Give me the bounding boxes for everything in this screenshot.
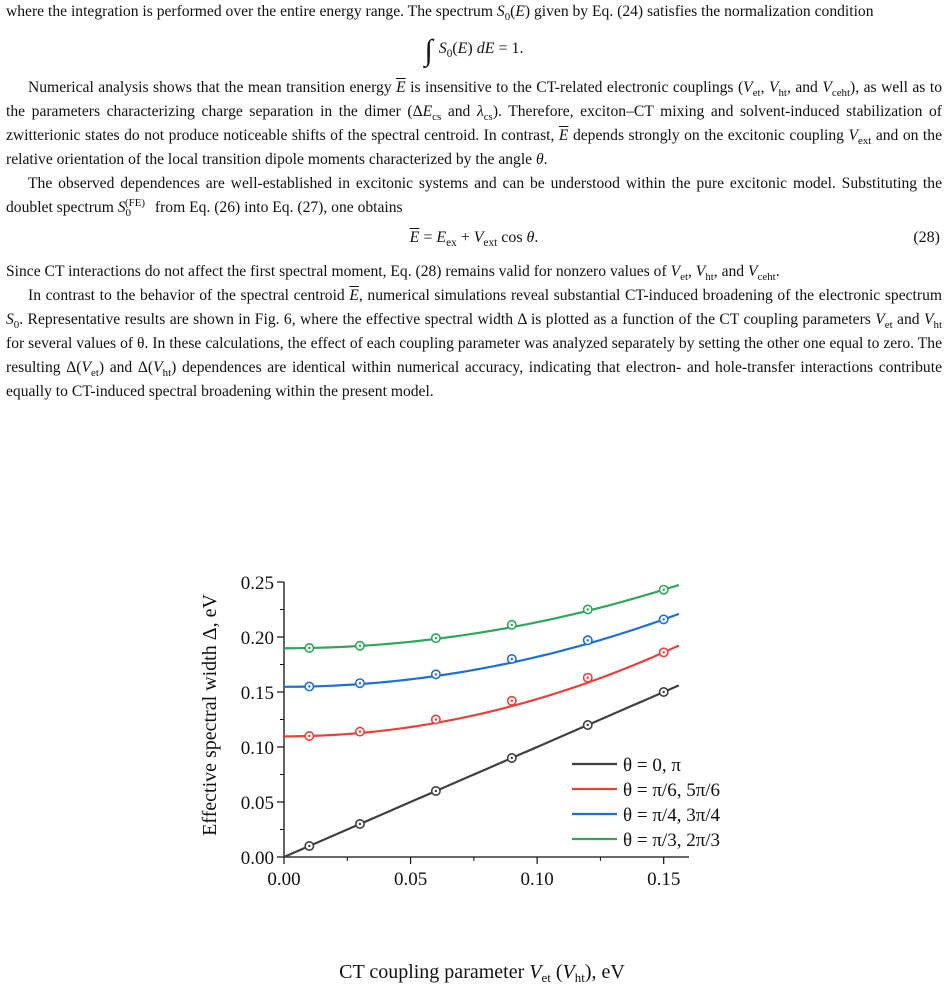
data-point [305,682,313,690]
x-tick-label: 0.15 [647,869,681,890]
y-tick-label: 0.10 [240,738,274,759]
data-point-dot [662,589,664,591]
legend-label: θ = π/3, 2π/3 [623,830,721,851]
data-point-dot [662,691,664,693]
data-point-dot [308,845,310,847]
data-point [659,586,667,594]
data-point [508,754,516,762]
data-point-dot [587,724,589,726]
series-line [284,585,679,648]
data-point-dot [662,651,664,653]
data-point-dot [435,790,437,792]
data-point-dot [359,645,361,647]
data-point-dot [435,718,437,720]
data-point [584,674,592,682]
y-tick-label: 0.05 [240,793,274,814]
data-point [659,688,667,696]
legend-label: θ = π/6, 5π/6 [623,780,721,801]
data-point [584,636,592,644]
data-point [432,715,440,723]
series-line [284,685,679,857]
data-point-dot [308,685,310,687]
y-tick-label: 0.20 [240,628,274,649]
x-tick-label: 0.05 [393,869,428,890]
data-point-dot [587,608,589,610]
x-axis-label: CT coupling parameter $V_{et}$ $(V_{ht})$, eV [339,961,625,985]
paragraph-broadening: In contrast to the behavior of the spectral centroid $\overline{E}$, numerical simulations reveal substantial CT-induced broadening of the electronic spectrum $S_0$. Representative results are shown in Fig. 6, where the effective spectral width Δ is plotted as a function of the CT coupling parameters $V_{et}$ and $V_{ht}$ for several values of θ. In these calculations, the effect of each coupling parameter was analyzed separately by setting the other one equal to zero. The resulting $\Delta(V_{et})$ and $\Delta(V_{ht})$ dependences are identical within numerical accuracy, indicating that electron- and hole-transfer interactions contribute equally to CT-induced spectral broadening within the present model. [6,287,942,400]
series-line [284,614,679,687]
data-point [508,621,516,629]
y-axis-label: Effective spectral width Δ, eV [199,594,221,836]
data-point-dot [662,618,664,620]
data-point [356,727,364,735]
data-point [584,605,592,613]
data-point-dot [511,658,513,660]
data-point [508,655,516,663]
data-point [432,634,440,642]
data-point [356,679,364,687]
data-point [356,820,364,828]
data-point-dot [308,647,310,649]
paragraph-integration: where the integration is performed over the entire energy range. The spectrum $S_0(E)$ given by Eq. (24) satisfies the normalization condition [6,3,874,24]
y-tick-label: 0.15 [240,683,274,704]
x-tick-label: 0.00 [267,869,301,890]
data-point [305,842,313,850]
data-point-dot [587,639,589,641]
y-tick-label: 0.00 [240,848,274,869]
data-point-dot [308,735,310,737]
data-point [659,615,667,623]
data-point-dot [359,730,361,732]
paragraph-first-moment: Since CT interactions do not affect the first spectral moment, Eq. (28) remains valid for nonzero values of $V_{et}$, $V_{ht}$, and $V_{ceht}$. [6,263,780,284]
data-point [508,697,516,705]
data-point [305,644,313,652]
equation-number: (28) [913,229,940,246]
paper-page [6,0,942,404]
data-point-dot [511,624,513,626]
data-point-dot [359,682,361,684]
data-point [659,648,667,656]
y-tick-label: 0.25 [240,573,274,594]
data-point [584,721,592,729]
series-line [284,646,679,737]
chart-axes [241,573,689,890]
data-point-dot [435,637,437,639]
paragraph-mean-energy: Numerical analysis shows that the mean transition energy $\overline{E}$ is insensitive to the CT-related electronic couplings ($V_{et}$, $V_{ht}$, and $V_{ceht}$), as well as to the parameters characterizing charge separation in the dimer ($\Delta E_{cs}$ and $\lambda_{cs}$). Therefore, exciton–CT mixing and solvent-induced stabilization of zwitterionic states do not produce noticeable shifts of the spectral centroid. In contrast, $\overline{E}$ depends strongly on the excitonic coupling $V_{ext}$ and on the relative orientation of the local transition dipole moments characterized by the angle θ. [6,79,942,168]
data-point [305,732,313,740]
data-point-dot [435,673,437,675]
paragraph-excitonic-model: The observed dependences are well-established in excitonic systems and can be understood within the pure excitonic model. Substituting the doublet spectrum $S_0^{(FE)}$ from Eq. (26) into Eq. (27), one obtains [6,175,942,220]
data-point-dot [511,757,513,759]
data-point [432,670,440,678]
x-tick-label: 0.10 [520,869,554,890]
legend-label: θ = 0, π [623,755,681,776]
data-point [432,787,440,795]
legend-label: θ = π/4, 3π/4 [623,805,721,826]
data-point-dot [359,823,361,825]
chart-legend [572,755,721,851]
chart-series [284,585,679,857]
equation-28: $\overline{E} = E_{ex} + V_{ext}$ cos θ. (28) [409,229,940,250]
data-point-dot [587,677,589,679]
data-point [356,642,364,650]
equation-normalization: ∫ $S_0(E)$ dE = 1. [424,34,524,67]
data-point-dot [511,700,513,702]
